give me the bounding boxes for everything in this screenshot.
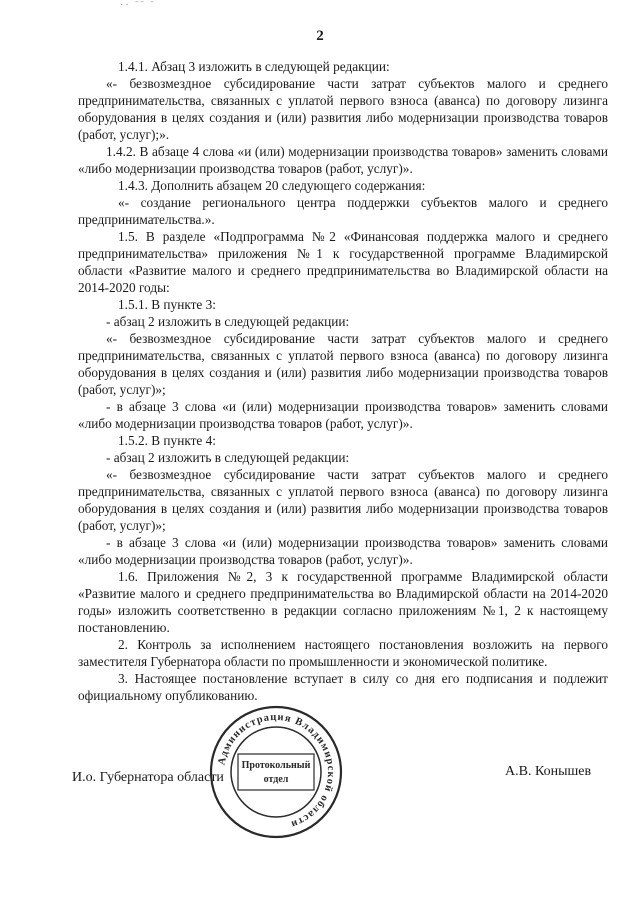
paragraph: - абзац 2 изложить в следующей редакции: (106, 314, 350, 329)
paragraph: «- безвозмездное субсидирование части затрат субъектов малого и среднего предпринимательства, связанных с уплатой первого взноса (аванса) по договору лизинга оборудования в целях создания и (или) развития либо модернизации производства товаров (работ, услуг);». (78, 76, 608, 142)
paragraph: «- безвозмездное субсидирование части затрат субъектов малого и среднего предпринимательства, связанных с уплатой первого взноса (аванса) по договору лизинга оборудования в целях создания и (или) развития либо модернизации производства товаров (работ, услуг)»; (78, 331, 608, 397)
paragraph: 1.4.3. Дополнить абзацем 20 следующего содержания: (118, 178, 426, 193)
paragraph: 1.5.2. В пункте 4: (118, 433, 216, 448)
paragraph: 1.5.1. В пункте 3: (118, 297, 216, 312)
stamp-ring-text: Администрация Владимирской области (216, 711, 337, 830)
paragraph: 3. Настоящее постановление вступает в силу со дня его подписания и подлежит официальному опубликованию. (78, 671, 608, 703)
paragraph: 1.4.2. В абзаце 4 слова «и (или) модернизации производства товаров» заменить словами «либо модернизации производства товаров (работ, услуг)». (78, 144, 608, 176)
signature-name: А.В. Конышев (505, 764, 592, 779)
paragraph: 1.5. В разделе «Подпрограмма №2 «Финансовая поддержка малого и среднего предпринимательства» приложения №1 к государственной программе Владимирской области «Развитие малого и среднего предпринимательства во Владимирской области на 2014-2020 годы: (78, 229, 608, 295)
scan-marks: ·· ˜ˉ ˉ (120, 0, 156, 11)
paragraph: 1.4.1. Абзац 3 изложить в следующей редакции: (118, 59, 390, 74)
paragraph: 2. Контроль за исполнением настоящего постановления возложить на первого заместителя Губернатора области по промышленности и экономической политике. (78, 637, 608, 669)
paragraph: «- безвозмездное субсидирование части затрат субъектов малого и среднего предпринимательства, связанных с уплатой первого взноса (аванса) по договору лизинга оборудования в целях создания и (или) развития либо модернизации производства товаров (работ, услуг)»; (78, 467, 608, 533)
stamp-center-line1: Протокольный (241, 760, 311, 771)
paragraph: «- создание регионального центра поддержки субъектов малого и среднего предпринимательства.». (78, 195, 608, 227)
stamp-center-line2: отдел (263, 774, 289, 785)
paragraph: - абзац 2 изложить в следующей редакции: (106, 450, 350, 465)
document-body (78, 58, 608, 704)
signature-position: И.о. Губернатора области (72, 770, 224, 785)
official-stamp (208, 704, 344, 840)
page-number: 2 (316, 28, 324, 44)
paragraph: 1.6. Приложения №2, 3 к государственной программе Владимирской области «Развитие малого и среднего предпринимательства во Владимирской области на 2014-2020 годы» изложить соответственно в редакции согласно приложениям №1, 2 к настоящему постановлению. (78, 569, 608, 635)
paragraph: - в абзаце 3 слова «и (или) модернизации производства товаров» заменить словами «либо модернизации производства товаров (работ, услуг)». (78, 399, 608, 431)
paragraph: - в абзаце 3 слова «и (или) модернизации производства товаров» заменить словами «либо модернизации производства товаров (работ, услуг)». (78, 535, 608, 567)
